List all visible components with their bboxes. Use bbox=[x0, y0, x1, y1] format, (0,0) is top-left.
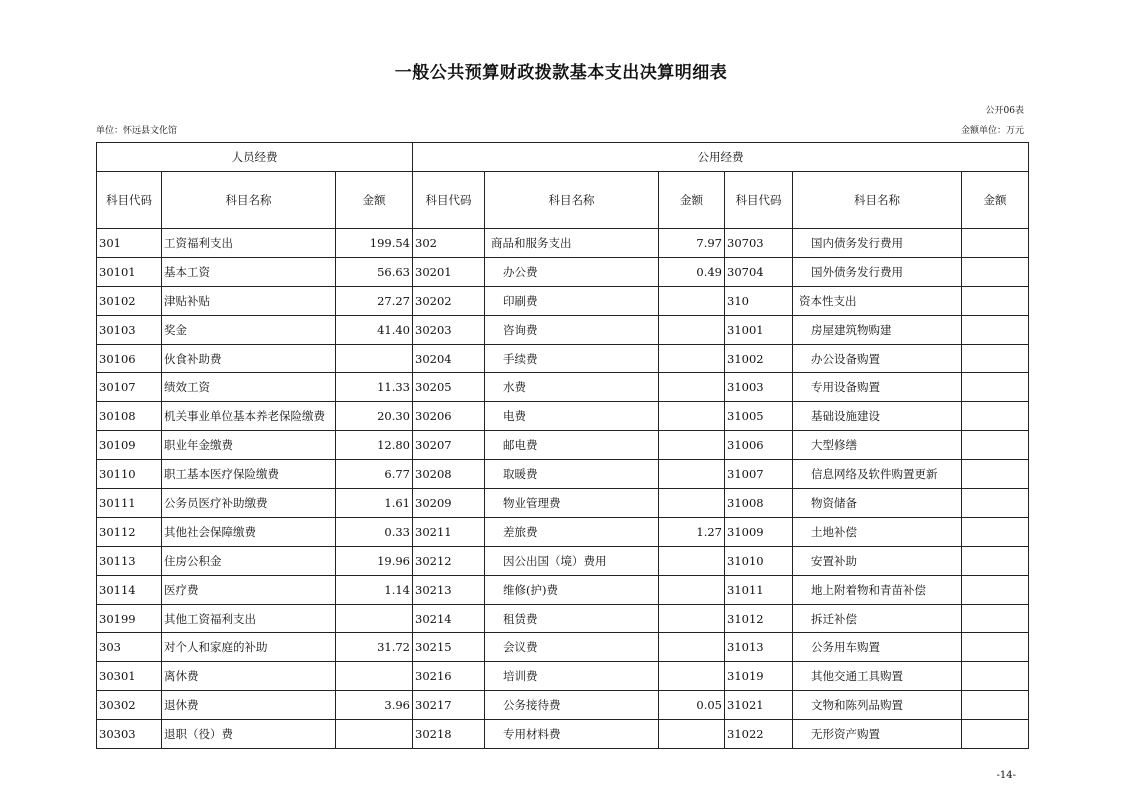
subject-name-cell: 伙食补助费 bbox=[162, 344, 336, 373]
subject-name-cell: 公务员医疗补助缴费 bbox=[162, 489, 336, 518]
subject-name-cell: 离休费 bbox=[162, 662, 336, 691]
subject-code-cell: 31008 bbox=[725, 489, 793, 518]
subject-code-cell: 31021 bbox=[725, 691, 793, 720]
subject-name-cell: 工资福利支出 bbox=[162, 229, 336, 258]
subject-name-cell: 退职（役）费 bbox=[162, 720, 336, 749]
table-number: 公开06表 bbox=[985, 106, 1024, 116]
subject-name-cell: 专用材料费 bbox=[485, 720, 659, 749]
subject-code-cell: 31012 bbox=[725, 604, 793, 633]
subject-name-cell: 对个人和家庭的补助 bbox=[162, 633, 336, 662]
subject-code-cell: 31002 bbox=[725, 344, 793, 373]
subject-name-cell: 其他社会保障缴费 bbox=[162, 517, 336, 546]
amount-cell: 3.96 bbox=[336, 691, 413, 720]
subject-name-cell: 基本工资 bbox=[162, 257, 336, 286]
table-row bbox=[97, 402, 1029, 431]
subject-code-cell: 30301 bbox=[97, 662, 162, 691]
table-row bbox=[97, 373, 1029, 402]
subject-name-cell: 土地补偿 bbox=[793, 517, 962, 546]
subject-code-cell: 31003 bbox=[725, 373, 793, 402]
subject-name-cell: 办公费 bbox=[485, 257, 659, 286]
subject-name-cell: 差旅费 bbox=[485, 517, 659, 546]
subject-name-cell: 租赁费 bbox=[485, 604, 659, 633]
subject-code-cell: 30215 bbox=[413, 633, 485, 662]
amount-cell bbox=[336, 662, 413, 691]
subject-code-cell: 31011 bbox=[725, 575, 793, 604]
amount-cell bbox=[659, 633, 725, 662]
subject-code-cell: 31009 bbox=[725, 517, 793, 546]
column-header: 科目名称 bbox=[793, 172, 962, 229]
amount-cell bbox=[659, 575, 725, 604]
amount-cell: 1.14 bbox=[336, 575, 413, 604]
subject-code-cell: 30199 bbox=[97, 604, 162, 633]
subject-name-cell: 会议费 bbox=[485, 633, 659, 662]
subject-name-cell: 安置补助 bbox=[793, 546, 962, 575]
page-number: -14- bbox=[996, 770, 1016, 781]
subject-name-cell: 其他工资福利支出 bbox=[162, 604, 336, 633]
amount-cell: 6.77 bbox=[336, 460, 413, 489]
amount-cell bbox=[659, 604, 725, 633]
column-header: 金额 bbox=[659, 172, 725, 229]
subject-name-cell: 地上附着物和青苗补偿 bbox=[793, 575, 962, 604]
table-row bbox=[97, 720, 1029, 749]
subject-name-cell: 资本性支出 bbox=[793, 286, 962, 315]
subject-name-cell: 奖金 bbox=[162, 315, 336, 344]
subject-code-cell: 30112 bbox=[97, 517, 162, 546]
subject-name-cell: 绩效工资 bbox=[162, 373, 336, 402]
subject-name-cell: 无形资产购置 bbox=[793, 720, 962, 749]
column-header: 科目代码 bbox=[725, 172, 793, 229]
amount-cell bbox=[962, 229, 1029, 258]
subject-code-cell: 30203 bbox=[413, 315, 485, 344]
subject-code-cell: 30114 bbox=[97, 575, 162, 604]
subject-code-cell: 30205 bbox=[413, 373, 485, 402]
amount-cell: 1.61 bbox=[336, 489, 413, 518]
amount-cell bbox=[962, 315, 1029, 344]
column-header: 科目代码 bbox=[413, 172, 485, 229]
column-header: 金额 bbox=[962, 172, 1029, 229]
table-row bbox=[97, 633, 1029, 662]
amount-cell bbox=[659, 286, 725, 315]
subject-code-cell: 30207 bbox=[413, 431, 485, 460]
subject-name-cell: 因公出国（境）费用 bbox=[485, 546, 659, 575]
subject-code-cell: 30704 bbox=[725, 257, 793, 286]
table-row bbox=[97, 315, 1029, 344]
amount-cell bbox=[962, 604, 1029, 633]
subject-name-cell: 职业年金缴费 bbox=[162, 431, 336, 460]
table-row bbox=[97, 575, 1029, 604]
subject-code-cell: 30113 bbox=[97, 546, 162, 575]
table-row bbox=[97, 546, 1029, 575]
subject-name-cell: 基础设施建设 bbox=[793, 402, 962, 431]
subject-code-cell: 31019 bbox=[725, 662, 793, 691]
subject-code-cell: 31001 bbox=[725, 315, 793, 344]
subject-name-cell: 职工基本医疗保险缴费 bbox=[162, 460, 336, 489]
subject-code-cell: 301 bbox=[97, 229, 162, 258]
subject-name-cell: 文物和陈列品购置 bbox=[793, 691, 962, 720]
subject-name-cell: 信息网络及软件购置更新 bbox=[793, 460, 962, 489]
subject-code-cell: 31005 bbox=[725, 402, 793, 431]
subject-code-cell: 30208 bbox=[413, 460, 485, 489]
amount-cell bbox=[336, 344, 413, 373]
subject-code-cell: 302 bbox=[413, 229, 485, 258]
subject-name-cell: 拆迁补偿 bbox=[793, 604, 962, 633]
subject-code-cell: 30111 bbox=[97, 489, 162, 518]
table-row bbox=[97, 691, 1029, 720]
subject-code-cell: 31007 bbox=[725, 460, 793, 489]
amount-cell bbox=[659, 344, 725, 373]
subject-name-cell: 退休费 bbox=[162, 691, 336, 720]
amount-cell bbox=[962, 575, 1029, 604]
amount-cell bbox=[659, 546, 725, 575]
amount-cell bbox=[962, 691, 1029, 720]
amount-cell: 19.96 bbox=[336, 546, 413, 575]
amount-cell bbox=[659, 315, 725, 344]
amount-cell: 0.33 bbox=[336, 517, 413, 546]
subject-code-cell: 30302 bbox=[97, 691, 162, 720]
amount-cell: 20.30 bbox=[336, 402, 413, 431]
subject-name-cell: 手续费 bbox=[485, 344, 659, 373]
amount-cell bbox=[962, 720, 1029, 749]
subject-code-cell: 30201 bbox=[413, 257, 485, 286]
table-row bbox=[97, 431, 1029, 460]
subject-name-cell: 邮电费 bbox=[485, 431, 659, 460]
subject-name-cell: 印刷费 bbox=[485, 286, 659, 315]
amount-cell: 199.54 bbox=[336, 229, 413, 258]
subject-code-cell: 31006 bbox=[725, 431, 793, 460]
amount-cell bbox=[962, 402, 1029, 431]
subject-name-cell: 维修(护)费 bbox=[485, 575, 659, 604]
amount-cell: 0.05 bbox=[659, 691, 725, 720]
subject-code-cell: 310 bbox=[725, 286, 793, 315]
amount-cell bbox=[336, 604, 413, 633]
subject-name-cell: 住房公积金 bbox=[162, 546, 336, 575]
subject-code-cell: 30303 bbox=[97, 720, 162, 749]
amount-cell: 27.27 bbox=[336, 286, 413, 315]
subject-code-cell: 30218 bbox=[413, 720, 485, 749]
subject-code-cell: 30106 bbox=[97, 344, 162, 373]
column-header: 科目名称 bbox=[162, 172, 336, 229]
subject-code-cell: 30211 bbox=[413, 517, 485, 546]
subject-name-cell: 机关事业单位基本养老保险缴费 bbox=[162, 402, 336, 431]
column-header: 金额 bbox=[336, 172, 413, 229]
amount-cell: 7.97 bbox=[659, 229, 725, 258]
subject-name-cell: 取暖费 bbox=[485, 460, 659, 489]
group-header-personnel: 人员经费 bbox=[97, 143, 413, 172]
subject-name-cell: 津贴补贴 bbox=[162, 286, 336, 315]
subject-name-cell: 国外债务发行费用 bbox=[793, 257, 962, 286]
subject-name-cell: 物业管理费 bbox=[485, 489, 659, 518]
subject-code-cell: 30213 bbox=[413, 575, 485, 604]
amount-cell bbox=[659, 662, 725, 691]
subject-code-cell: 30103 bbox=[97, 315, 162, 344]
amount-cell bbox=[962, 662, 1029, 691]
subject-code-cell: 31022 bbox=[725, 720, 793, 749]
subject-code-cell: 30101 bbox=[97, 257, 162, 286]
amount-cell bbox=[659, 431, 725, 460]
amount-cell bbox=[962, 633, 1029, 662]
amount-cell: 31.72 bbox=[336, 633, 413, 662]
subject-code-cell: 30102 bbox=[97, 286, 162, 315]
subject-name-cell: 房屋建筑物购建 bbox=[793, 315, 962, 344]
table-row bbox=[97, 604, 1029, 633]
amount-cell bbox=[659, 489, 725, 518]
subject-code-cell: 30217 bbox=[413, 691, 485, 720]
table-row bbox=[97, 460, 1029, 489]
amount-cell: 1.27 bbox=[659, 517, 725, 546]
table-row bbox=[97, 229, 1029, 258]
subject-code-cell: 30202 bbox=[413, 286, 485, 315]
amount-cell bbox=[336, 720, 413, 749]
subject-name-cell: 商品和服务支出 bbox=[485, 229, 659, 258]
amount-cell: 56.63 bbox=[336, 257, 413, 286]
subject-name-cell: 物资储备 bbox=[793, 489, 962, 518]
subject-code-cell: 31013 bbox=[725, 633, 793, 662]
subject-code-cell: 30108 bbox=[97, 402, 162, 431]
subject-name-cell: 公务接待费 bbox=[485, 691, 659, 720]
amount-cell: 41.40 bbox=[336, 315, 413, 344]
amount-cell: 12.80 bbox=[336, 431, 413, 460]
expenditure-table bbox=[96, 142, 1029, 749]
subject-code-cell: 31010 bbox=[725, 546, 793, 575]
subject-code-cell: 30216 bbox=[413, 662, 485, 691]
amount-cell bbox=[659, 460, 725, 489]
table-body bbox=[97, 229, 1029, 749]
amount-cell bbox=[962, 546, 1029, 575]
subject-name-cell: 培训费 bbox=[485, 662, 659, 691]
amount-cell bbox=[962, 344, 1029, 373]
subject-code-cell: 30214 bbox=[413, 604, 485, 633]
subject-name-cell: 医疗费 bbox=[162, 575, 336, 604]
amount-cell bbox=[659, 720, 725, 749]
subject-code-cell: 30107 bbox=[97, 373, 162, 402]
amount-cell bbox=[962, 373, 1029, 402]
amount-cell bbox=[962, 286, 1029, 315]
subject-code-cell: 30206 bbox=[413, 402, 485, 431]
page-title: 一般公共预算财政拨款基本支出决算明细表 bbox=[394, 63, 728, 83]
amount-cell bbox=[659, 402, 725, 431]
group-header-public: 公用经费 bbox=[413, 143, 1029, 172]
table-row bbox=[97, 344, 1029, 373]
subject-code-cell: 30703 bbox=[725, 229, 793, 258]
unit-label: 单位：怀远县文化馆 bbox=[96, 126, 178, 136]
subject-code-cell: 30110 bbox=[97, 460, 162, 489]
subject-name-cell: 大型修缮 bbox=[793, 431, 962, 460]
subject-code-cell: 303 bbox=[97, 633, 162, 662]
amount-cell: 11.33 bbox=[336, 373, 413, 402]
subject-code-cell: 30212 bbox=[413, 546, 485, 575]
amount-cell: 0.49 bbox=[659, 257, 725, 286]
table-row bbox=[97, 517, 1029, 546]
amount-cell bbox=[962, 460, 1029, 489]
column-header: 科目名称 bbox=[485, 172, 659, 229]
subject-name-cell: 公务用车购置 bbox=[793, 633, 962, 662]
subject-name-cell: 专用设备购置 bbox=[793, 373, 962, 402]
subject-code-cell: 30204 bbox=[413, 344, 485, 373]
amount-unit-label: 金额单位：万元 bbox=[960, 126, 1024, 136]
amount-cell bbox=[962, 257, 1029, 286]
amount-cell bbox=[962, 517, 1029, 546]
subject-name-cell: 办公设备购置 bbox=[793, 344, 962, 373]
table-row bbox=[97, 286, 1029, 315]
subject-name-cell: 国内债务发行费用 bbox=[793, 229, 962, 258]
subject-code-cell: 30109 bbox=[97, 431, 162, 460]
table-row bbox=[97, 489, 1029, 518]
amount-cell bbox=[659, 373, 725, 402]
table-row bbox=[97, 257, 1029, 286]
table-row bbox=[97, 662, 1029, 691]
column-header: 科目代码 bbox=[97, 172, 162, 229]
amount-cell bbox=[962, 489, 1029, 518]
subject-name-cell: 水费 bbox=[485, 373, 659, 402]
subject-code-cell: 30209 bbox=[413, 489, 485, 518]
subject-name-cell: 咨询费 bbox=[485, 315, 659, 344]
subject-name-cell: 其他交通工具购置 bbox=[793, 662, 962, 691]
amount-cell bbox=[962, 431, 1029, 460]
subject-name-cell: 电费 bbox=[485, 402, 659, 431]
